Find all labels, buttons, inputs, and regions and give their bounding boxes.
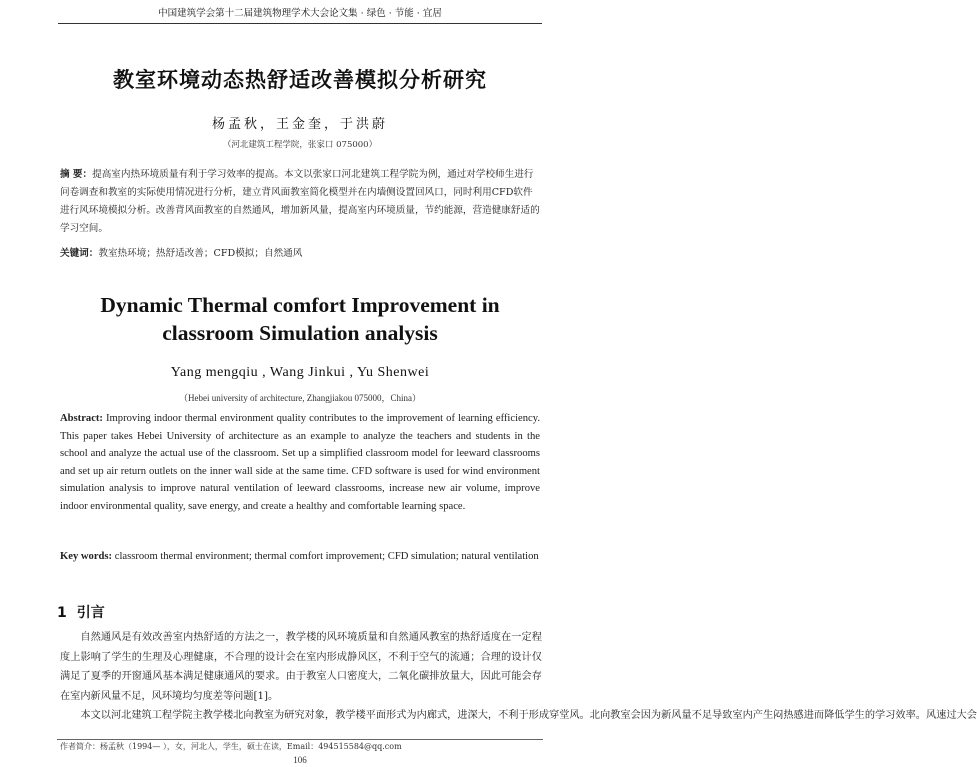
section-title: 引言 [76, 605, 105, 621]
author-footnote: 作者简介：杨孟秋（1994— ），女，河北人，学生，硕士在读，Email：494515584@qq.com [60, 742, 402, 751]
english-affiliation: （Hebei university of architecture, Zhangjiakou 075000，China） [179, 393, 421, 403]
page-number: 106 [293, 755, 307, 765]
footnote-divider [57, 739, 543, 740]
english-keywords-text: classroom thermal environment; thermal comfort improvement; CFD simulation; natural ventilation [114, 551, 539, 562]
chinese-abstract [60, 166, 540, 238]
chinese-title: 教室环境动态热舒适改善模拟分析研究 [113, 68, 487, 92]
chinese-keywords [60, 246, 540, 262]
chinese-abstract-text: 提高室内热环境质量有利于学习效率的提高。本文以张家口河北建筑工程学院为例，通过对学校师生进行问卷调查和教室的实际使用情况进行分析，建立背风面教室简化模型并在内墙侧设置回风口，同时利用CFD软件进行风环境模拟分析。改善背风面教室的自然通风，增加新风量，提高室内环境质量，节约能源，营造健康舒适的学习空间。 [60, 169, 540, 234]
section-heading [57, 602, 115, 622]
english-abstract [60, 410, 540, 516]
section-number: 1 [57, 605, 67, 621]
english-abstract-label: Abstract: [60, 413, 103, 424]
english-title-line-2: classroom Simulation analysis [162, 321, 438, 345]
chinese-keywords-label: 关键词： [60, 248, 99, 259]
chinese-authors: 杨孟秋，王金奎，于洪蔚 [211, 117, 388, 132]
chinese-affiliation: （河北建筑工程学院，张家口 075000） [222, 140, 378, 150]
running-header: 中国建筑学会第十二届建筑物理学术大会论文集 · 绿色 · 节能 · 宜居 [58, 7, 542, 24]
english-title-line-1: Dynamic Thermal comfort Improvement in [100, 293, 500, 317]
english-keywords-label: Key words: [60, 551, 113, 562]
body-paragraph-1: 自然通风是有效改善室内热舒适的方法之一，教学楼的风环境质量和自然通风教室的热舒适度在一定程度上影响了学生的生理及心理健康，不合理的设计会在室内形成静风区，不利于空气的流通；合理的设计仅满足了夏季的开窗通风基本满足健康通风的要求。由于教室人口密度大，二氧化碳排放量大，因此可能会存在室内新风量不足，风环境均匀度差等问题[1]。 [60, 632, 542, 702]
english-title [0, 291, 600, 347]
body-paragraph-2: 本文以河北建筑工程学院主教学楼北向教室为研究对象，教学楼平面形式为内廊式，进深大，不利于形成穿堂风。北向教室会因为新风量不足导致室内产生闷热感进而降低学生的学习效率。风速过大会 [80, 710, 977, 721]
body-text [60, 628, 977, 726]
english-keywords [60, 548, 540, 565]
english-abstract-text: Improving indoor thermal environment quality contributes to the improvement of learning efficiency. This paper takes Hebei University of architecture as an example to analyze the teachers and students in the school and analyze the actual use of the classroom. Set up a simplified classroom model for leeward classrooms and set up air return outlets on the inner wall side at the same time. CFD software is used for wind environment simulation analysis to improve natural ventilation of leeward classrooms, increase new air volume, improve indoor environmental quality, save energy, and create a healthy and comfortable learning space. [60, 413, 540, 512]
english-authors: Yang mengqiu , Wang Jinkui , Yu Shenwei [170, 365, 430, 380]
chinese-keywords-text: 教室热环境；热舒适改善；CFD模拟；自然通风 [98, 248, 303, 259]
chinese-abstract-label: 摘 要： [60, 169, 93, 180]
